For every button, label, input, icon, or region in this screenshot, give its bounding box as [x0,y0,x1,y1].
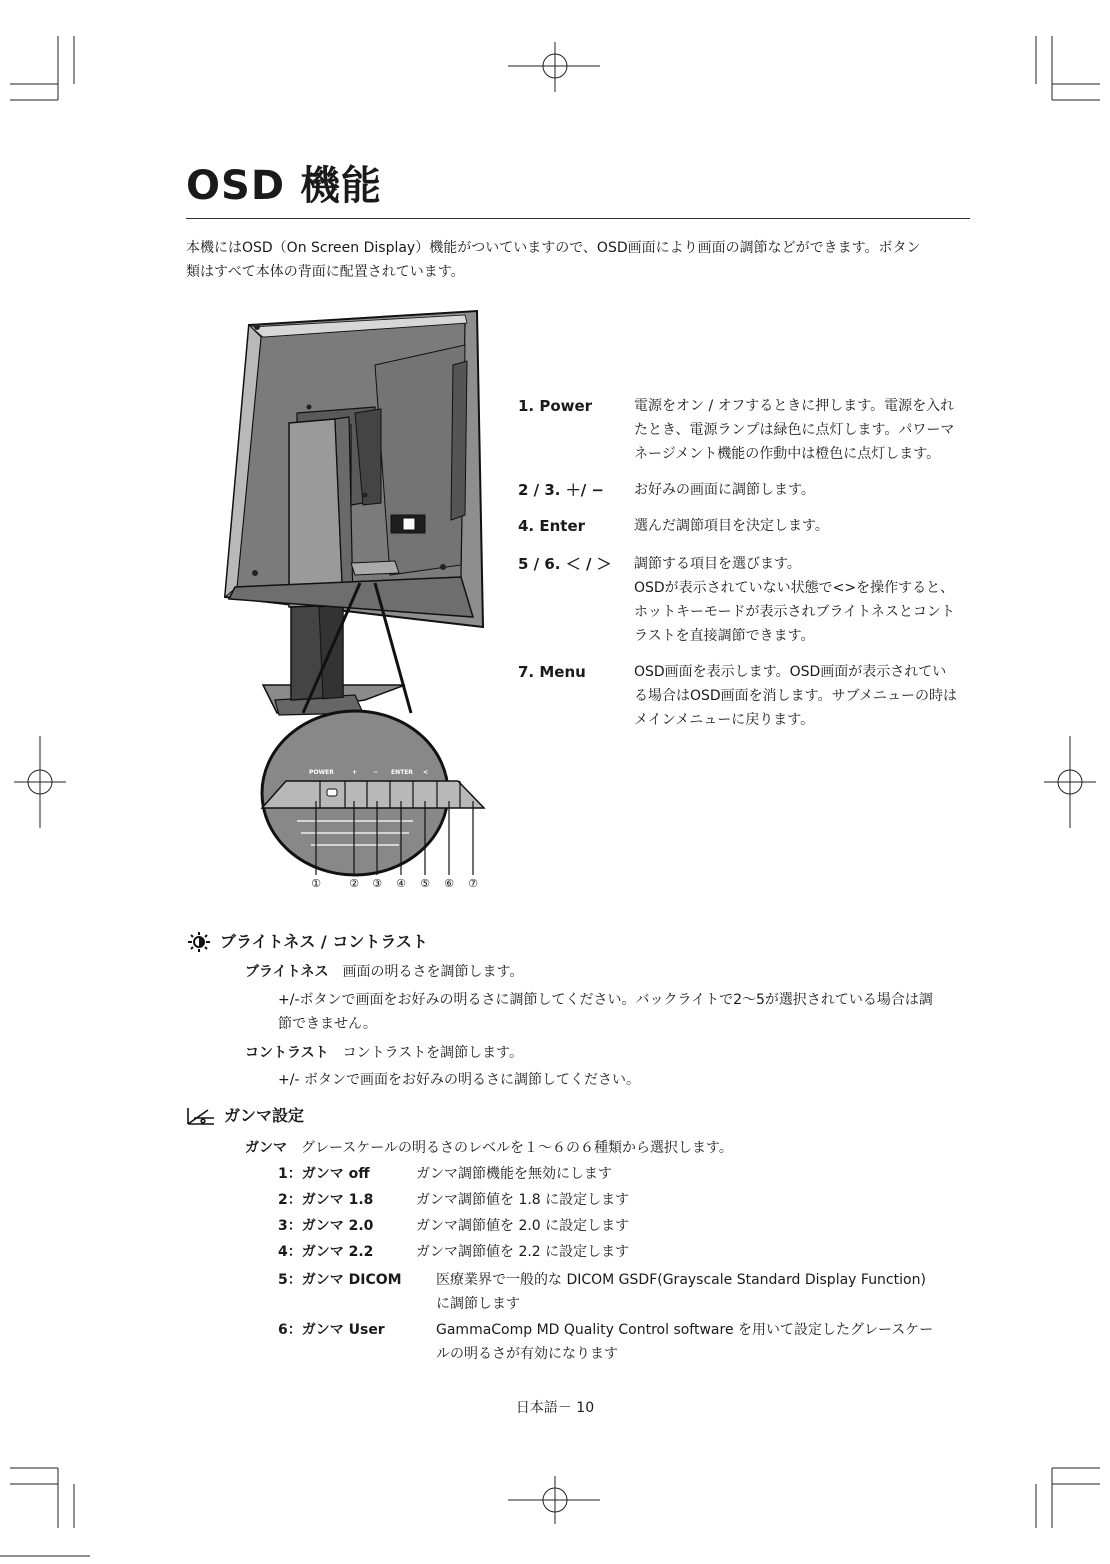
desc-line: GammaComp MD Quality Control software を用いて設定したグレースケー [436,1322,934,1338]
desc-line: お好みの画面に調節します。 [634,482,815,498]
term-contrast: コントラスト [245,1045,329,1061]
page-number: 日本語－ 10 [515,1400,595,1416]
desc-line: OSD画面を表示します。OSD画面が表示されてい [634,664,947,680]
button-desc [634,660,974,732]
button-label: 5 / 6. ＜ / ＞ [518,555,612,573]
gamma-option-desc: ガンマ調節値を 2.2 に設定します [416,1244,630,1260]
callout-6: ⑥ [444,877,454,890]
term-desc: グレースケールの明るさのレベルを１〜６の６種類から選択します。 [301,1140,733,1156]
intro-paragraph [186,236,970,284]
desc-line: 電源をオン / オフするときに押します。電源を入れ [634,398,955,414]
gamma-term-row [245,1136,733,1160]
gamma-option-label: 3：ガンマ 2.0 [278,1218,374,1234]
brightness-contrast-heading [186,930,428,954]
callout-1: ① [311,877,321,890]
intro-line: 本機にはOSD（On Screen Display）機能がついていますので、OSD画面により画面の調節などができます。ボタン [186,240,921,256]
gamma-heading [186,1104,304,1128]
panel-label-enter: ENTER [391,769,413,776]
desc-line: 選んだ調節項目を決定します。 [634,518,829,534]
desc-line: に調節します [436,1296,520,1312]
brightness-body [278,988,978,1036]
desc-line: ルの明るさが有効になります [436,1346,618,1362]
button-desc [634,478,974,502]
gamma-curve-icon [186,1106,216,1126]
gamma-option-desc [436,1268,976,1316]
button-label: 7. Menu [518,663,586,681]
desc-line: る場合はOSD画面を消します。サブメニューの時は [634,688,958,704]
desc-line: ラストを直接調節できます。 [634,628,815,644]
term-gamma: ガンマ [245,1140,287,1156]
body-line: +/- ボタンで画面をお好みの明るさに調節してください。 [278,1072,640,1088]
callout-3: ③ [372,877,382,890]
desc-line: 調節する項目を選びます。 [634,556,801,572]
panel-label-minus: − [373,769,379,776]
desc-line: OSDが表示されていない状態で<>を操作すると、 [634,580,955,596]
callout-2: ② [349,877,359,890]
panel-label-plus: + [352,769,358,776]
gamma-option-label: 1：ガンマ off [278,1166,370,1182]
panel-label-power: POWER [309,769,334,776]
intro-line: 類はすべて本体の背面に配置されています。 [186,264,465,280]
gamma-option-desc: ガンマ調節値を 2.0 に設定します [416,1218,630,1234]
desc-line: メインメニューに戻ります。 [634,712,815,728]
button-label: 4. Enter [518,517,586,535]
panel-label-menu: MENU [461,769,481,776]
button-desc [634,552,974,648]
term-desc: コントラストを調節します。 [342,1045,524,1061]
callout-5: ⑤ [420,877,430,890]
button-label: 1. Power [518,397,593,415]
callout-7: ⑦ [468,877,478,890]
gamma-option-label: 5：ガンマ DICOM [278,1272,402,1288]
body-line: +/-ボタンで画面をお好みの明るさに調節してください。バックライトで2〜5が選択されている場合は調 [278,992,933,1008]
term-brightness: ブライトネス [245,964,329,980]
gamma-option-desc [436,1318,976,1366]
desc-line: ホットキーモードが表示されブライトネスとコント [634,604,955,620]
button-desc [634,394,974,466]
gamma-option-label: 6：ガンマ User [278,1322,385,1338]
term-desc: 画面の明るさを調節します。 [342,964,524,980]
desc-line: 医療業界で一般的な DICOM GSDF(Grayscale Standard Display Function) [436,1272,926,1288]
desc-line: ネージメント機能の作動中は橙色に点灯します。 [634,446,941,462]
gamma-option-desc: ガンマ調節値を 1.8 に設定します [416,1192,630,1208]
callout-4: ④ [396,877,406,890]
section-title: ブライトネス / コントラスト [220,932,428,951]
gamma-option-label: 2：ガンマ 1.8 [278,1192,374,1208]
brightness-term-row [245,960,523,984]
button-label: 2 / 3. ＋/ − [518,481,604,499]
panel-label-left: < [423,769,429,776]
monitor-back-illustration [215,305,505,905]
gamma-option-desc: ガンマ調節機能を無効にします [416,1166,612,1182]
sun-icon [186,932,212,952]
title-rule [186,218,970,219]
contrast-term-row [245,1041,523,1065]
section-title: ガンマ設定 [224,1106,305,1125]
button-desc [634,514,974,538]
page-title: OSD 機能 [186,163,382,209]
gamma-option-label: 4：ガンマ 2.2 [278,1244,374,1260]
desc-line: たとき、電源ランプは緑色に点灯します。パワーマ [634,422,955,438]
panel-label-right: > [446,769,452,776]
body-line: 節できません。 [278,1016,377,1032]
contrast-body [278,1068,978,1092]
